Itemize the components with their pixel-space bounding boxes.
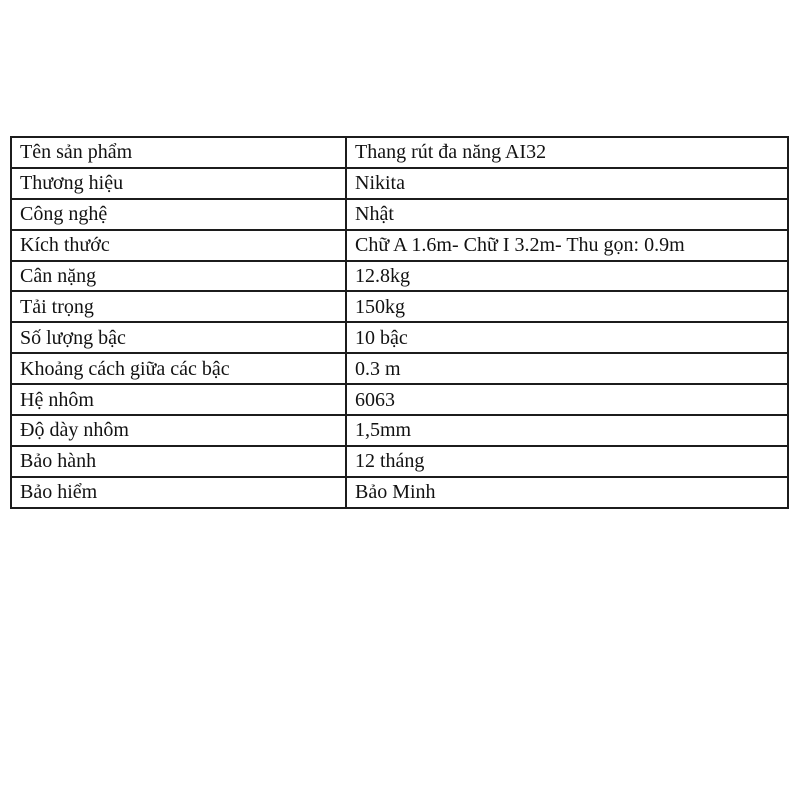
- spec-value-thuong-hieu: Nikita: [346, 168, 788, 199]
- spec-value-so-luong-bac: 10 bậc: [346, 322, 788, 353]
- spec-label-tai-trong: Tải trọng: [11, 291, 346, 322]
- spec-value-cong-nghe: Nhật: [346, 199, 788, 230]
- spec-label-can-nang: Cân nặng: [11, 261, 346, 292]
- spec-value-ten-san-pham: Thang rút đa năng AI32: [346, 137, 788, 168]
- table-row: [11, 230, 788, 261]
- spec-label-bao-hanh: Bảo hành: [11, 446, 346, 477]
- product-spec-table-body: [11, 137, 788, 508]
- table-row: [11, 353, 788, 384]
- spec-label-so-luong-bac: Số lượng bậc: [11, 322, 346, 353]
- spec-value-he-nhom: 6063: [346, 384, 788, 415]
- table-row: [11, 415, 788, 446]
- spec-label-thuong-hieu: Thương hiệu: [11, 168, 346, 199]
- table-row: [11, 446, 788, 477]
- spec-value-can-nang: 12.8kg: [346, 261, 788, 292]
- product-spec-table: [10, 136, 789, 509]
- spec-value-kich-thuoc: Chữ A 1.6m- Chữ I 3.2m- Thu gọn: 0.9m: [346, 230, 788, 261]
- spec-label-cong-nghe: Công nghệ: [11, 199, 346, 230]
- spec-value-do-day-nhom: 1,5mm: [346, 415, 788, 446]
- spec-label-kich-thuoc: Kích thước: [11, 230, 346, 261]
- spec-label-he-nhom: Hệ nhôm: [11, 384, 346, 415]
- product-spec-table-container: [10, 136, 787, 509]
- spec-label-khoang-cach: Khoảng cách giữa các bậc: [11, 353, 346, 384]
- spec-value-bao-hanh: 12 tháng: [346, 446, 788, 477]
- spec-label-ten-san-pham: Tên sản phẩm: [11, 137, 346, 168]
- table-row: [11, 137, 788, 168]
- spec-value-tai-trong: 150kg: [346, 291, 788, 322]
- spec-value-khoang-cach: 0.3 m: [346, 353, 788, 384]
- table-row: [11, 291, 788, 322]
- spec-label-bao-hiem: Bảo hiểm: [11, 477, 346, 508]
- table-row: [11, 199, 788, 230]
- table-row: [11, 384, 788, 415]
- spec-value-bao-hiem: Bảo Minh: [346, 477, 788, 508]
- table-row: [11, 322, 788, 353]
- spec-label-do-day-nhom: Độ dày nhôm: [11, 415, 346, 446]
- table-row: [11, 168, 788, 199]
- table-row: [11, 477, 788, 508]
- table-row: [11, 261, 788, 292]
